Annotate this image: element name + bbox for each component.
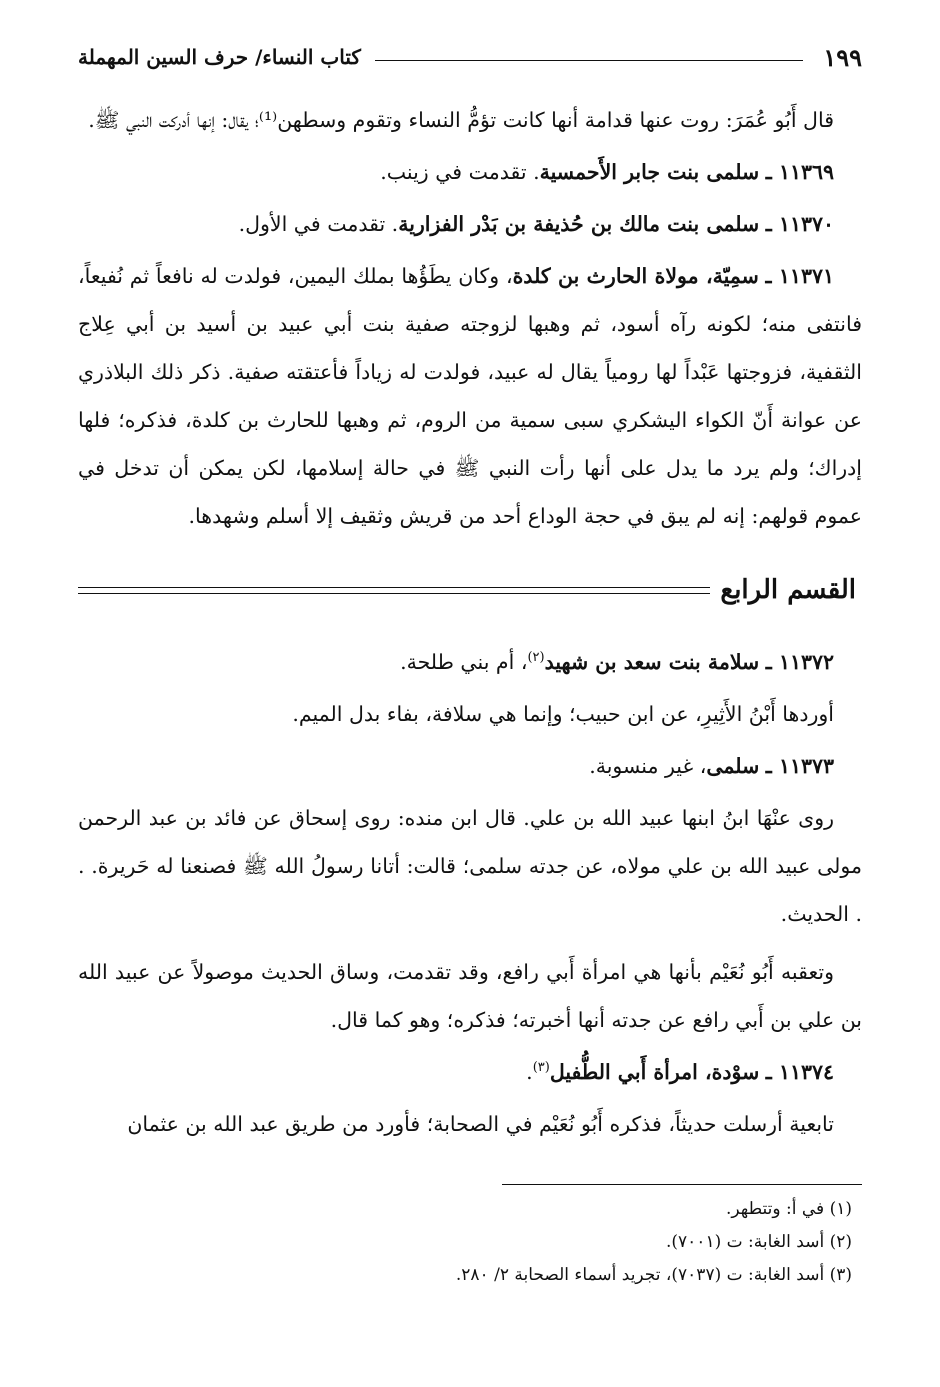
footnotes [78,1193,862,1292]
footnote-ref: (٣) [532,1060,550,1076]
entry-text: . [526,1060,533,1084]
entry-name: سمِيّة، مولاة الحارث بن كلدة [512,264,759,288]
main-text [78,96,862,1148]
entry-11371 [78,252,862,540]
footnote-3: (٣) أسد الغابة: ت (٧٠٣٧)، تجريد أسماء الصحابة ٢/ ٢٨٠. [455,1265,852,1285]
running-header [78,40,862,74]
entry-text: . تقدمت في زينب. [380,160,540,184]
entry-text: . تقدمت في الأول. [238,212,399,236]
entry-11374-paragraph-1: تابعية أرسلت حديثاً، فذكره أَبُو نُعَيْم في الصحابة؛ فأورد من طريق عبد الله بن عثمان [127,1112,834,1136]
section-title: القسم الرابع [720,575,856,605]
entry-name: سوْدة، امرأة أَبي الطُّفيل [549,1060,760,1084]
entry-11370 [78,200,862,248]
section-rule-left [78,587,710,594]
entry-11369 [78,148,862,196]
entry-number: ١١٣٦٩ ـ [765,160,834,184]
header-rule [375,60,803,61]
entry-name: سلمى [706,754,760,778]
entry-11373 [78,742,862,790]
entry-number: ١١٣٧٣ ـ [765,754,834,778]
entry-11373-paragraph-1: روى عنْهَا ابنُ ابنها عبيد الله بن علي. قال ابن منده: روى إسحاق عن فائد بن عبد الرحمن مولى عبيد الله بن علي مولاه، عن جدته سلمى؛ قالت: أتانا رسولُ الله ﷺ فصنعنا له حَريرة. . . الحديث. [78,806,862,926]
running-title: كتاب النساء/ حرف السين المهملة [78,45,361,69]
footnote-1: (١) في أ: وتتطهر. [725,1199,852,1219]
entry-11373-paragraph-2: وتعقبه أَبُو نُعَيْم بأنها هي امرأة أَبي رافع، وقد تقدمت، وساق الحديث موصولاً عن عبيد الله بن علي بن أَبي رافع عن جدته أنها أخبرته؛ فذكره؛ وهو كما قال. [78,960,862,1032]
entry-11372 [78,638,862,686]
entry-11374 [78,1048,862,1096]
section-heading [78,566,862,614]
entry-text: ، أم بني طلحة. [400,650,528,674]
entry-name: سلمى بنت مالك بن حُذيفة بن بَدْر الفزارية [398,212,760,236]
entry-text: ، وكان يطَؤُها بملك اليمين، فولدت له نافعاً ثم نُفيعاً، فانتفى منه؛ لكونه رآه أسود، ثم وهبها لزوجته صفية بنت أبي عبيد بن أسيد بن أبي عِلاج الثقفية، فزوجتها عَبْداً لها رومياً يقال له عبيد، فولدت له زياداً فأعتقته صفية. ذكر ذلك البلاذري عن عوانة أَنّ الكواء اليشكري سبى سمية من الروم، ثم وهبها للحارث بن كلدة، فذكره؛ فلها إدراك؛ ولم يرد ما يدل على أنها رأت النبي ﷺ في حالة إسلامها، لكن يمكن أن تدخل في عموم قولهم: إنه لم يبق في حجة الوداع أحد من قريش وثقيف إلا أسلم وشهدها. [78,264,862,528]
entry-number: ١١٣٧٤ ـ [765,1060,834,1084]
entry-number: ١١٣٧٢ ـ [765,650,834,674]
entry-11372-note: أوردها أَبْنُ الأَثِيرِ، عن ابن حبيب؛ وإنما هي سلافة، بفاء بدل الميم. [292,702,834,726]
entry-text: ، غير منسوبة. [589,754,707,778]
footnote-rule [502,1184,862,1185]
entry-name: سلامة بنت سعد بن شهيد [544,650,760,674]
entry-name: سلمى بنت جابر الأَحمسية [539,160,760,184]
spacer [78,938,862,948]
entry-number: ١١٣٧٠ ـ [765,212,834,236]
footnote-ref: (٢) [527,650,545,666]
page-number: ١٩٩ [823,42,862,72]
entry-number: ١١٣٧١ ـ [765,264,834,288]
paragraph-abu-umar: قال أَبُو عُمَرَ: روت عنها قدامة أنها كانت تؤمُّ النساء وتقوم وسطهن⁽¹⁾؛ يقال: إنها أدركت النبي ﷺ. [88,108,834,132]
footnote-2: (٢) أسد الغابة: ت (٧٠٠١). [666,1232,852,1252]
